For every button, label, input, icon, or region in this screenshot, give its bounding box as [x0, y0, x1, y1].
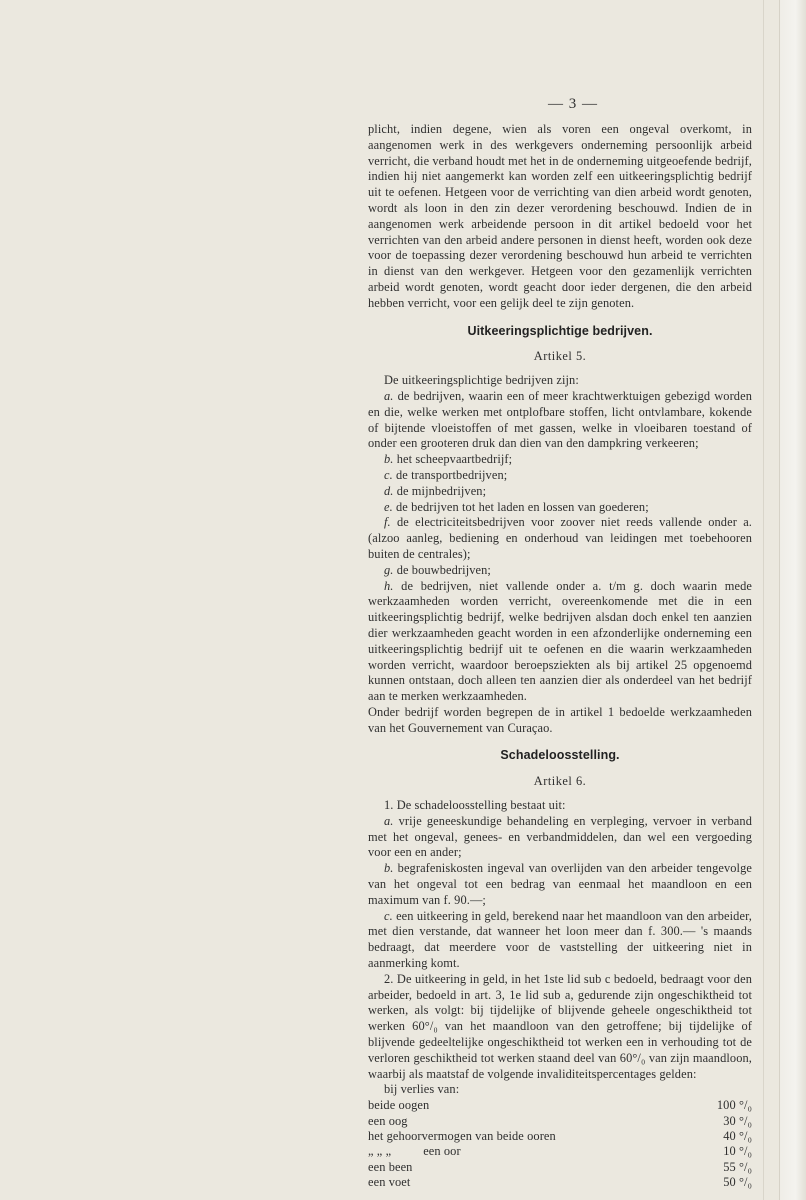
page-edge	[779, 0, 806, 1200]
section-heading-uitkeeringsplichtige: Uitkeeringsplichtige bedrijven.	[467, 323, 653, 338]
table-cell-value: 10 °/₀	[723, 1144, 752, 1159]
table-cell-value: 100 °/₀	[716, 1098, 752, 1113]
table-row	[368, 1129, 752, 1144]
article-6-item-c	[368, 909, 752, 972]
list-text: de electriciteitsbedrijven voor zoover niet reeds vallende onder a. (alzoo aanleg, bediening en onderhoud van leidingen met toebehooren buiten de centrales);	[368, 515, 752, 561]
list-text: een uitkeering in geld, berekend naar het maandloon van den arbeider, met dien verstande, dat wanneer het loon meer dan f. 300.— 's maands bedraagt, dat meerdere voor de vaststelling der uitkeering niet in aanmerking komt.	[368, 908, 752, 971]
list-item-c	[368, 468, 752, 484]
ditto-marks: „ „ „	[368, 1144, 392, 1159]
document-body	[368, 122, 752, 1191]
list-text: de bedrijven tot het laden en lossen van goederen;	[396, 499, 649, 514]
invaliditeit-table-lead: bij verlies van:	[384, 1082, 460, 1097]
article-5-closing: Onder bedrijf worden begrepen de in artikel 1 bedoelde werkzaamheden van het Gouvernement van Curaçao.	[368, 704, 752, 735]
list-letter: f.	[384, 515, 391, 530]
list-letter: c.	[384, 908, 393, 923]
list-letter: b.	[384, 861, 394, 876]
intro-paragraph: plicht, indien degene, wien als voren een ongeval overkomt, in aangenomen werk in des werkgevers onderneming persoonlijk arbeid verricht, die verband houdt met het in de onderneming uitgeoefende bedrijf, indien hij niet aangemerkt kan worden zelf een uitkeeringsplichtig bedrijf uit te oefenen. Hetgeen voor de verrichting van dien arbeid wordt genoten, wordt als loon in den zin dezer verordening beschouwd. Indien de in aangenomen werk arbeidende persoon in dit artikel bedoeld voor het verrichten van den arbeid andere personen in dienst heeft, worden ook deze voor de toepassing dezer verordening beschouwd hun arbeid te verrichten in dienst van den werkgever. Hetgeen voor den gezamenlijk verrichten arbeid wordt genoten, wordt geacht door ieder dergenen, die den arbeid hebben verricht, voor een gelijk deel te zijn genoten.	[368, 122, 752, 310]
list-text: begrafeniskosten ingeval van overlijden van den arbeider tengevolge van het ongeval tot een bedrag van eenmaal het maandloon en een maximum van f. 90.—;	[368, 861, 752, 907]
list-item-e	[368, 500, 752, 516]
table-row	[368, 1098, 752, 1113]
article-6-item-a	[368, 814, 752, 861]
list-item-a	[368, 389, 752, 452]
article-5-title: Artikel 5.	[533, 349, 587, 364]
table-row	[368, 1175, 752, 1190]
table-cell-label: een been	[368, 1159, 413, 1174]
invaliditeit-table	[368, 1098, 752, 1190]
table-cell-label-text: een oor	[423, 1144, 461, 1159]
table-cell-value: 50 °/₀	[723, 1175, 752, 1190]
table-row	[368, 1144, 752, 1159]
table-cell-label: een oog	[368, 1113, 408, 1128]
list-text: vrije geneeskundige behandeling en verpleging, vervoer in verband met het ongeval, genees- en verbandmiddelen, dan wel een vergoeding voor een en ander;	[368, 813, 752, 860]
list-item-f	[368, 515, 752, 562]
table-row	[368, 1114, 752, 1129]
list-text: de bedrijven, waarin een of meer krachtwerktuigen gebezigd worden en die, welke werken met ontplofbare stoffen, licht ontvlambare, kokende of bijtende vloeistoffen of met gassen, welke in vloeibaren toestand of onder een grooteren druk dan dien van den dampkring verkeeren;	[368, 388, 752, 451]
table-cell-label: een voet	[368, 1175, 411, 1190]
table-cell-label: beide oogen	[368, 1098, 430, 1113]
list-letter: c.	[384, 467, 393, 482]
table-row	[368, 1160, 752, 1175]
page-number: — 3 —	[548, 96, 598, 112]
table-cell-value: 40 °/₀	[723, 1129, 752, 1144]
list-item-h	[368, 579, 752, 705]
list-letter: d.	[384, 483, 394, 498]
list-letter: a.	[384, 388, 394, 403]
table-cell-value: 30 °/₀	[723, 1113, 752, 1128]
article-6-title: Artikel 6.	[533, 774, 587, 789]
list-item-d	[368, 484, 752, 500]
list-text: de bedrijven, niet vallende onder a. t/m g. doch waarin mede werkzaamheden worden verricht, overeenkomende met die in een uitkeeringsplichtig bedrijf, welke bedrijven alsdan doch enkel ten aanzien dier werkzaamheden geacht worden in een afzonderlijke onderneming een uitkeeringsplichtig bedrijf uit te oefenen en die waarin werkzaamheden worden verricht, waardoor beroepsziekten als bij artikel 25 opgenoemd kunnen ontstaan, doch alleen ten aanzien dier als onderdeel van het bedrijf aan te merken werkzaamheden.	[368, 578, 752, 704]
list-item-b	[368, 452, 752, 468]
page-fold-line	[763, 0, 764, 1200]
list-text: de mijnbedrijven;	[396, 483, 487, 498]
list-letter: a.	[384, 813, 394, 828]
table-cell-value: 55 °/₀	[723, 1159, 752, 1174]
article-6-paragraph-2: 2. De uitkeering in geld, in het 1ste lid sub c bedoeld, bedraagt voor den arbeider, bedoeld in art. 3, 1e lid sub a, gedurende zijn ongeschiktheid tot werken, als volgt: bij tijdelijke of blijvende geheele ongeschiktheid tot werken 60°/₀ van het maandloon van den getroffene; bij tijdelijke of blijvende gedeeltelijke ongeschiktheid tot werken een in verhouding tot de verloren geschiktheid tot werken staand deel van 60°/₀ van zijn maandloon, waarbij als maatstaf de volgende invaliditeitspercentages gelden:	[368, 971, 752, 1081]
list-text: de transportbedrijven;	[396, 467, 508, 482]
table-cell-label	[368, 1144, 692, 1159]
table-cell-label: het gehoorvermogen van beide ooren	[368, 1129, 556, 1144]
article-6-item-b	[368, 861, 752, 908]
list-text: het scheepvaartbedrijf;	[396, 452, 513, 467]
article-5-lead: De uitkeeringsplichtige bedrijven zijn:	[384, 373, 579, 388]
list-letter: e.	[384, 499, 393, 514]
list-letter: b.	[384, 452, 394, 467]
list-letter: h.	[384, 578, 394, 593]
list-item-g	[368, 563, 752, 579]
section-heading-schadeloosstelling: Schadeloosstelling.	[500, 748, 620, 763]
list-text: de bouwbedrijven;	[396, 562, 491, 577]
article-6-lead: 1. De schadeloosstelling bestaat uit:	[384, 798, 566, 813]
list-letter: g.	[384, 562, 394, 577]
